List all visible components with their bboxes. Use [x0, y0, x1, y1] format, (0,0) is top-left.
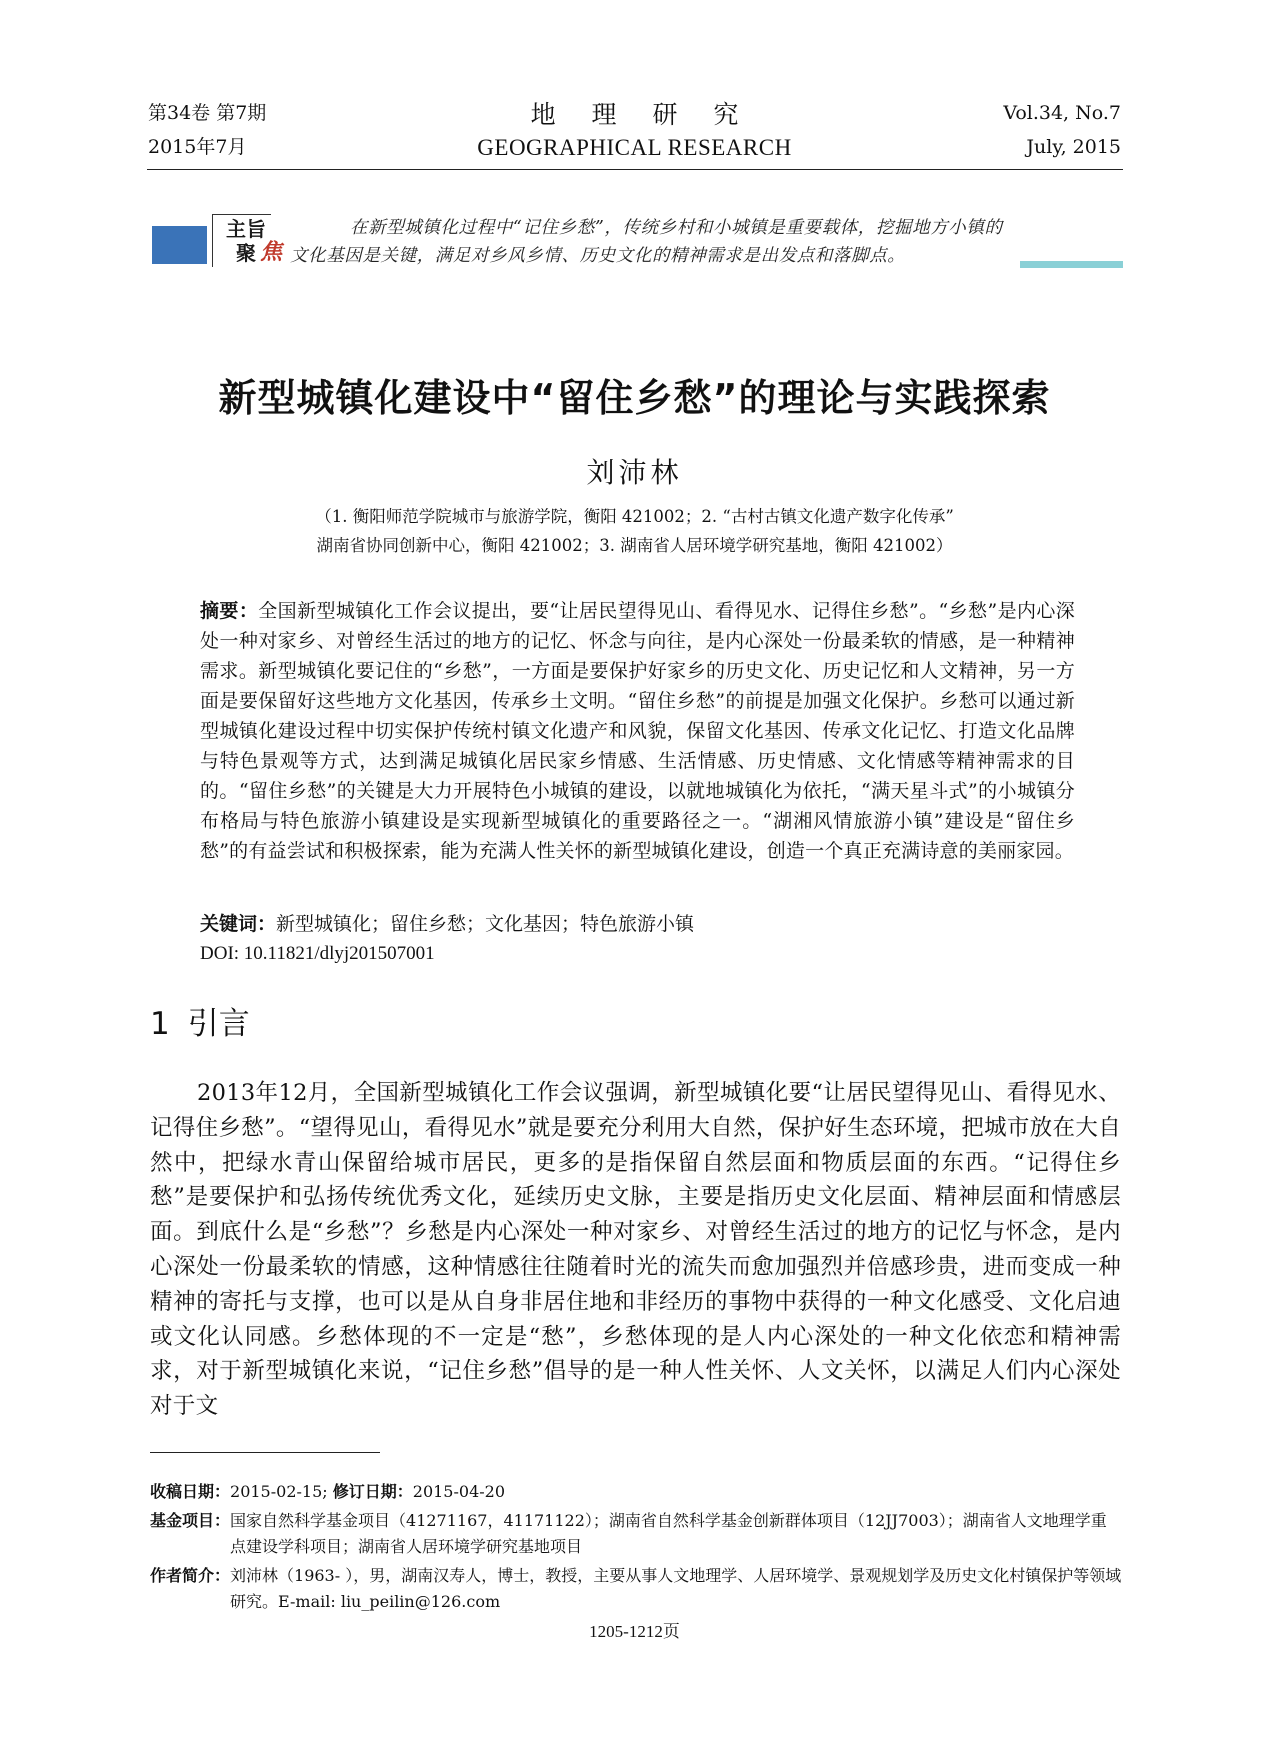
- banner-text-line1: 在新型城镇化过程中“记住乡愁”，传统乡村和小城镇是重要载体，挖掘地方小镇的: [350, 218, 1003, 238]
- keywords-text: 新型城镇化；留住乡愁；文化基因；特色旅游小镇: [276, 913, 695, 935]
- volume-cn: 第34卷 第7期: [148, 102, 267, 124]
- header-right: [1003, 96, 1121, 164]
- author-bio-text: 刘沛林（1963- ），男，湖南汉寿人，博士，教授，主要从事人文地理学、人居环境学、景观规划学及历史文化村镇保护等领域研究。E-mail: liu_peilin@126.com: [230, 1566, 1122, 1611]
- keywords: [200, 909, 1075, 939]
- abstract-text: 全国新型城镇化工作会议提出，要“让居民望得见山、看得见水、记得住乡愁”。“乡愁”是内心深处一种对家乡、对曾经生活过的地方的记忆、怀念与向往，是内心深处一份最柔软的情感，是一种精神需求。新型城镇化要记住的“乡愁”，一方面是要保护好家乡的历史文化、历史记忆和人文精神，另一方面是要保留好这些地方文化基因，传承乡土文明。“留住乡愁”的前提是加强文化保护。乡愁可以通过新型城镇化建设过程中切实保护传统村镇文化遗产和风貌，保留文化基因、传承文化记忆、打造文化品牌与特色景观等方式，达到满足城镇化居民家乡情感、生活情感、历史情感、文化情感等精神需求的目的。“留住乡愁”的关键是大力开展特色小城镇的建设，以就地城镇化为依托，“满天星斗式”的小城镇分布格局与特色旅游小镇建设是实现新型城镇化的重要路径之一。“湖湘风情旅游小镇”建设是“留住乡愁”的有益尝试和积极探索，能为充满人性关怀的新型城镇化建设，创造一个真正充满诗意的美丽家园。: [200, 600, 1076, 862]
- journal-name-cn: 地 理 研 究: [530, 100, 753, 129]
- section-number: 1: [150, 1006, 170, 1042]
- footnote-fund: [150, 1508, 1122, 1560]
- author-affiliation: [0, 502, 1269, 560]
- article-author: 刘沛林: [586, 456, 683, 489]
- journal-name-en: GEOGRAPHICAL RESEARCH: [477, 135, 792, 160]
- section-body: [150, 1076, 1121, 1424]
- banner-text-line2: 文化基因是关键，满足对乡风乡情、历史文化的精神需求是出发点和落脚点。: [290, 246, 906, 266]
- doi: DOI: 10.11821/dlyj201507001: [200, 943, 435, 964]
- page-range: 1205-1212页: [589, 1622, 680, 1641]
- affiliation-line1: （1. 衡阳师范学院城市与旅游学院，衡阳 421002；2. “古村古镇文化遗产数字化传承”: [315, 507, 954, 526]
- section-title: 引言: [187, 1006, 250, 1042]
- footnote-rule: [150, 1452, 380, 1453]
- banner-tag: [212, 214, 283, 268]
- fund-text: 国家自然科学基金项目（41271167，41171122）；湖南省自然科学基金创新群体项目（12JJ7003）；湖南省人文地理学重点建设学科项目；湖南省人居环境学研究基地项目: [230, 1511, 1107, 1556]
- date-cn: 2015年7月: [148, 136, 247, 158]
- received-label: 收稿日期：: [150, 1482, 231, 1501]
- banner-tag-line2-a: 聚: [236, 241, 256, 265]
- author-bio-label: 作者简介：: [150, 1566, 231, 1585]
- volume-en: Vol.34, No.7: [1003, 102, 1121, 124]
- banner-blue-block: [152, 226, 207, 264]
- abstract-label: 摘要：: [200, 600, 259, 622]
- abstract: [200, 596, 1075, 866]
- section-heading: [150, 1003, 250, 1045]
- header-rule: [147, 169, 1123, 170]
- revised-label: 修订日期：: [332, 1482, 413, 1501]
- affiliation-line2: 湖南省协同创新中心，衡阳 421002；3. 湖南省人居环境学研究基地，衡阳 421002）: [316, 536, 953, 555]
- keywords-label: 关键词：: [200, 913, 277, 935]
- received-date: 2015-02-15;: [230, 1482, 328, 1501]
- banner-tag-line1: 主旨: [226, 217, 266, 241]
- revised-date: 2015-04-20: [412, 1482, 506, 1501]
- article-title: 新型城镇化建设中“留住乡愁”的理论与实践探索: [218, 376, 1051, 420]
- footnote-author: [150, 1563, 1122, 1615]
- banner-accent-line: [1020, 261, 1123, 268]
- footnote-dates: [150, 1479, 1122, 1505]
- banner-text: [290, 214, 1120, 270]
- body-paragraph: 2013年12月，全国新型城镇化工作会议强调，新型城镇化要“让居民望得见山、看得见水、记得住乡愁”。“望得见山，看得见水”就是要充分利用大自然，保护好生态环境，把城市放在大自然中，把绿水青山保留给城市居民，更多的是指保留自然层面和物质层面的东西。“记得住乡愁”是要保护和弘扬传统优秀文化，延续历史文脉，主要是指历史文化层面、精神层面和情感层面。到底什么是“乡愁”？乡愁是内心深处一种对家乡、对曾经生活过的地方的记忆与怀念，是内心深处一份最柔软的情感，这种情感往往随着时光的流失而愈加强烈并倍感珍贵，进而变成一种精神的寄托与支撑，也可以是从自身非居住地和非经历的事物中获得的一种文化感受、文化启迪或文化认同感。乡愁体现的不一定是“愁”，乡愁体现的是人内心深处的一种文化依恋和精神需求，对于新型城镇化来说，“记住乡愁”倡导的是一种人性关怀、人文关怀，以满足人们内心深处对于文: [150, 1080, 1121, 1420]
- fund-label: 基金项目：: [150, 1511, 231, 1530]
- banner-tag-line2-b: 焦: [260, 239, 283, 265]
- date-en: July, 2015: [1026, 136, 1121, 158]
